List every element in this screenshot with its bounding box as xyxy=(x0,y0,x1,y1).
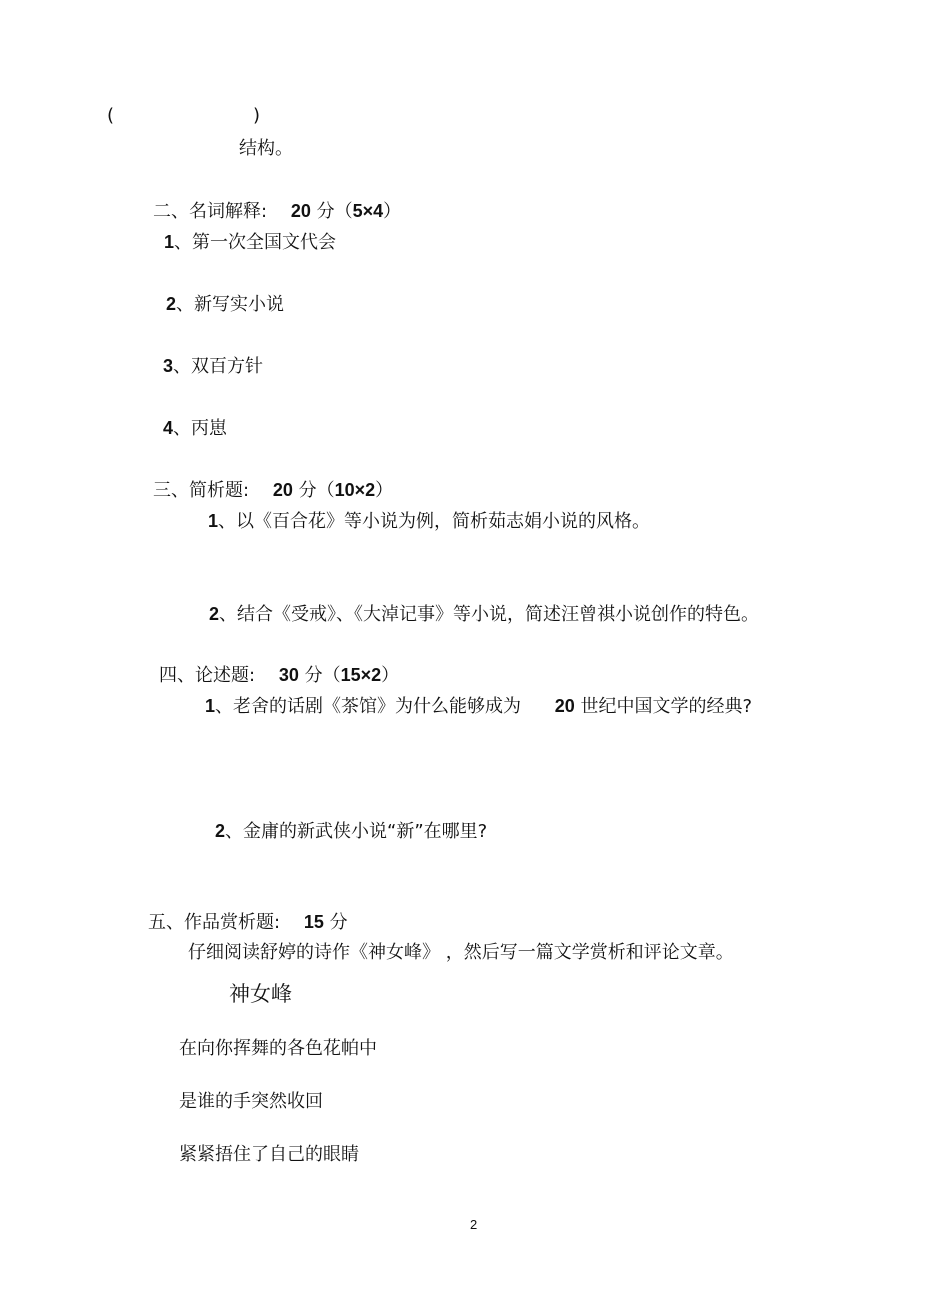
section3-item-1 xyxy=(208,509,650,534)
item-number: 2 xyxy=(166,294,177,314)
item-number: 2 xyxy=(209,604,220,624)
section2-score: 20 xyxy=(290,201,311,221)
item-number: 1 xyxy=(208,511,219,531)
section4-score: 30 xyxy=(278,665,299,685)
section3-score-close: ） xyxy=(375,480,394,501)
section3-score-formula: 10×2 xyxy=(334,480,376,500)
section5-heading xyxy=(148,910,348,935)
item-number: 1 xyxy=(205,696,216,716)
section3-title: 三、简析题: xyxy=(153,480,250,501)
section4-title: 四、论述题: xyxy=(159,665,256,686)
poem-line-1: 在向你挥舞的各色花帕中 xyxy=(179,1038,377,1059)
section2-score-unit: 分（ xyxy=(316,201,353,222)
section5-title: 五、作品赏析题: xyxy=(148,912,281,933)
page-number: 2 xyxy=(470,1217,478,1232)
poem-line-3: 紧紧捂住了自己的眼睛 xyxy=(179,1144,359,1165)
item-number: 4 xyxy=(163,418,174,438)
section2-title: 二、名词解释: xyxy=(153,201,268,222)
section2-heading xyxy=(153,199,401,224)
section4-item-2 xyxy=(215,819,487,844)
item-number: 2 xyxy=(215,821,226,841)
item-text: 、丙崽 xyxy=(173,418,228,439)
item-number-inline: 20 xyxy=(554,696,575,716)
section5-score-unit: 分 xyxy=(329,912,348,933)
item-text: 、金庸的新武侠小说“新”在哪里? xyxy=(225,821,488,842)
item-number: 3 xyxy=(163,356,174,376)
item-text: 、新写实小说 xyxy=(176,294,285,315)
poem-title: 神女峰 xyxy=(229,982,292,1006)
section2-item-4 xyxy=(163,416,227,441)
section4-score-close: ） xyxy=(381,665,400,686)
section4-item-1 xyxy=(205,694,752,719)
section5-score: 15 xyxy=(303,912,324,932)
section3-score-unit: 分（ xyxy=(298,480,335,501)
section5-instruction: 仔细阅读舒婷的诗作《神女峰》 ，然后写一篇文学赏析和评论文章。 xyxy=(188,942,734,963)
section3-item-2 xyxy=(209,602,759,627)
section4-score-unit: 分（ xyxy=(304,665,341,686)
poem-line-2: 是谁的手突然收回 xyxy=(179,1091,323,1112)
item-text-continued: 世纪中国文学的经典? xyxy=(580,696,753,717)
section2-score-formula: 5×4 xyxy=(352,201,384,221)
continued-text: 结构。 xyxy=(239,138,293,159)
item-text: 、以《百合花》等小说为例，简析茹志娟小说的风格。 xyxy=(218,511,651,532)
item-number: 1 xyxy=(164,232,175,252)
section2-item-3 xyxy=(163,354,263,379)
close-parenthesis: ) xyxy=(253,105,261,126)
section2-score-close: ） xyxy=(383,201,402,222)
section3-heading xyxy=(153,478,393,503)
item-text: 、结合《受戒》、《大淖记事》等小说，简述汪曾祺小说创作的特色。 xyxy=(219,604,760,625)
section2-item-2 xyxy=(166,292,284,317)
section4-heading xyxy=(159,663,399,688)
section3-score: 20 xyxy=(272,480,293,500)
item-text: 、第一次全国文代会 xyxy=(174,232,337,253)
item-text: 、双百方针 xyxy=(173,356,264,377)
section2-item-1 xyxy=(164,230,336,255)
item-text: 、老舍的话剧《茶馆》为什么能够成为 xyxy=(215,696,522,717)
section4-score-formula: 15×2 xyxy=(340,665,382,685)
open-parenthesis: ( xyxy=(107,105,115,126)
